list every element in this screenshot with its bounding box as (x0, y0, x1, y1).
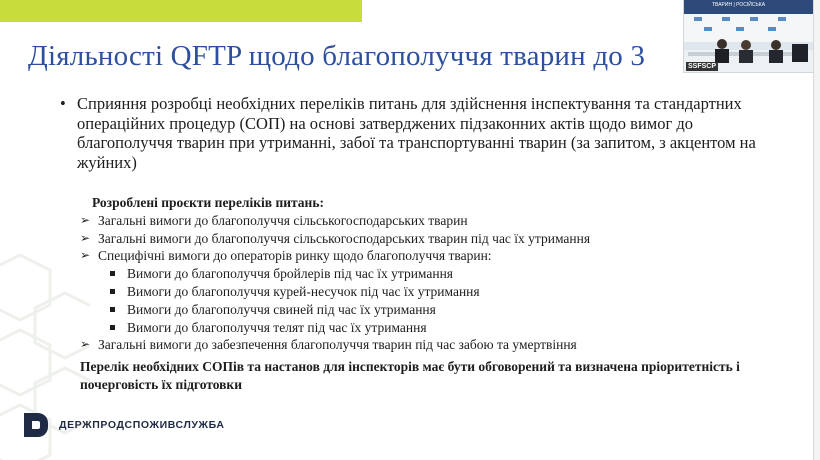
list-item (80, 336, 770, 354)
video-conference-overlay[interactable] (683, 0, 814, 73)
sub-list-item-text: Вимоги до благополуччя телят під час їх утримання (127, 319, 427, 335)
square-bullet-icon (110, 289, 115, 294)
sub-list-item (80, 319, 770, 337)
arrow-marker-icon: ➢ (80, 212, 91, 227)
list-item-text: Загальні вимоги до благополуччя сільськогосподарських тварин (98, 212, 468, 228)
list-item-text: Загальні вимоги до забезпечення благополуччя тварин під час забою та умертвіння (98, 337, 577, 353)
accent-bar (0, 0, 362, 22)
square-bullet-icon (110, 271, 115, 276)
video-banner-text: ТВАРИН | РОСІЙСЬКА (712, 2, 766, 8)
sub-list-item-text: Вимоги до благополуччя курей-несучок під час їх утримання (127, 283, 480, 299)
sub-list-item (80, 301, 770, 319)
sub-list-item (80, 265, 770, 283)
sub-list-item-text: Вимоги до благополуччя бройлерів під час їх утримання (127, 266, 454, 282)
slide-right-edge (813, 0, 820, 460)
video-participant-label: SSFSCP (688, 63, 717, 70)
organization-logo (24, 413, 225, 437)
logo-mark-icon (24, 413, 48, 437)
square-bullet-icon (110, 325, 115, 330)
main-bullet (60, 94, 760, 172)
square-bullet-icon (110, 307, 115, 312)
main-bullet-text: Сприяння розробці необхідних переліків питань для здійснення інспектування та стандартних операційних процедур (СОП) на основі затверджених підзаконних актів щодо вимог до благополуччя тварин при утриманні, забої та транспортуванні тварин (за запитом, з акцентом на жуйних) (77, 94, 756, 172)
bullet-marker: • (60, 94, 66, 113)
closing-note: Перелік необхідних СОПів та настанов для інспекторів має бути обговорений та визначена пріоритетність і почерговість їх підготовки (80, 359, 740, 392)
arrow-marker-icon: ➢ (80, 248, 91, 263)
list-heading: Розроблені проєкти переліків питань: (92, 195, 324, 210)
sub-list-item-text: Вимоги до благополуччя свиней під час їх утримання (127, 301, 436, 317)
logo-text: ДЕРЖПРОДСПОЖИВСЛУЖБА (59, 419, 225, 431)
arrow-marker-icon: ➢ (80, 337, 91, 352)
drafts-list (80, 194, 770, 354)
slide-title: Діяльності QFTP щодо благополуччя тварин до 3 (28, 40, 646, 72)
list-item (80, 247, 770, 265)
list-item-text: Загальні вимоги до благополуччя сільськогосподарських тварин під час їх утримання (98, 230, 591, 246)
sub-list-item (80, 283, 770, 301)
list-item (80, 212, 770, 230)
list-item (80, 230, 770, 248)
list-item-text: Специфічні вимоги до операторів ринку щодо благополуччя тварин: (98, 248, 492, 264)
arrow-marker-icon: ➢ (80, 230, 91, 245)
